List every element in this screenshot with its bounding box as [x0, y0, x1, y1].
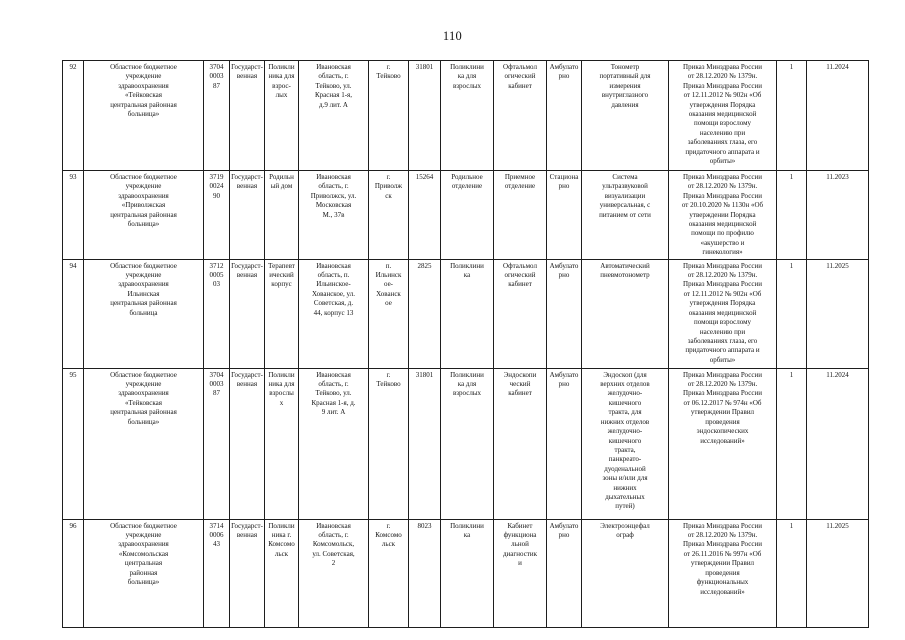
legal-basis: Приказ Минздрава России от 28.12.2020 № 1379н. Приказ Минздрава России от 12.11.2012 № 902н «Об утверждения Порядка оказания медицинской помощи взрослому населению при заболеваниях глаза, его придаточного аппарата и орбиты»	[669, 61, 777, 171]
equipment: Тонометр портативный для измерения внутриглазного давления	[582, 61, 669, 171]
institution-code: 3714 0006 43	[204, 519, 230, 627]
locality: г. Приволж ск	[369, 171, 409, 260]
locality-code: 31801	[409, 61, 441, 171]
legal-basis: Приказ Минздрава России от 28.12.2020 № 1379н. Приказ Минздрава России от 12.11.2012 № 902н «Об утверждения Порядка оказания медицинской помощи взрослому населению при заболеваниях глаза, его придаточного аппарата и орбиты»	[669, 259, 777, 368]
address: Ивановская область, г. Тейково, ул. Красная 1-я, д.9 лит. А	[299, 61, 369, 171]
legal-basis: Приказ Минздрава России от 28.12.2020 № 1379н. Приказ Минздрава России от 06.12.2017 № 974н «Об утверждении Правил проведения эндоскопических исследований»	[669, 368, 777, 519]
room: Офтальмол огический кабинет	[494, 61, 547, 171]
subdivision: Поликли ника для взрослы х	[265, 368, 299, 519]
row-number: 92	[63, 61, 84, 171]
row-number: 96	[63, 519, 84, 627]
department: Поликлини ка для взрослых	[441, 368, 494, 519]
deadline-date: 11.2024	[807, 61, 869, 171]
care-conditions: Стациона рно	[547, 171, 582, 260]
deadline-date: 11.2024	[807, 368, 869, 519]
row-number: 94	[63, 259, 84, 368]
department: Родильное отделение	[441, 171, 494, 260]
ownership-form: Государст- венная	[230, 61, 265, 171]
deadline-date: 11.2025	[807, 259, 869, 368]
quantity: 1	[777, 519, 807, 627]
room: Приемное отделение	[494, 171, 547, 260]
ownership-form: Государст- венная	[230, 519, 265, 627]
locality: г. Тейково	[369, 61, 409, 171]
table-row	[63, 368, 869, 519]
table-row	[63, 171, 869, 260]
address: Ивановская область, п. Ильинское- Хованское, ул. Советская, д. 44, корпус 13	[299, 259, 369, 368]
equipment: Автоматический пневмотонометр	[582, 259, 669, 368]
institution-code: 3719 0024 90	[204, 171, 230, 260]
institution-code: 3704 0003 87	[204, 61, 230, 171]
table-row	[63, 519, 869, 627]
ownership-form: Государст- венная	[230, 171, 265, 260]
table-row	[63, 259, 869, 368]
institution-name: Областное бюджетное учреждение здравоохранения Ильинская центральная районная больница	[84, 259, 204, 368]
locality: г. Комсомо льск	[369, 519, 409, 627]
care-conditions: Амбулато рно	[547, 368, 582, 519]
care-conditions: Амбулато рно	[547, 259, 582, 368]
table-row	[63, 61, 869, 171]
subdivision: Родильн ый дом	[265, 171, 299, 260]
address: Ивановская область, г. Тейково, ул. Красная 1-я, д. 9 лит. А	[299, 368, 369, 519]
equipment-registry-table	[62, 60, 869, 628]
subdivision: Поликли ника г. Комсомо льск	[265, 519, 299, 627]
address: Ивановская область, г. Приволжск, ул. Московская М., 37в	[299, 171, 369, 260]
room: Кабинет функциона льной диагностик и	[494, 519, 547, 627]
ownership-form: Государст- венная	[230, 259, 265, 368]
deadline-date: 11.2023	[807, 171, 869, 260]
page-number: 110	[442, 29, 463, 43]
room: Эндоскопи ческий кабинет	[494, 368, 547, 519]
quantity: 1	[777, 259, 807, 368]
ownership-form: Государст- венная	[230, 368, 265, 519]
locality-code: 2825	[409, 259, 441, 368]
equipment: Эндоскоп (для верхних отделов желудочно- кишечного тракта, для нижних отделов желудочно- кишечного тракта, панкреато- дуоденальной зоны и/или для нижних дыхательных путей)	[582, 368, 669, 519]
institution-name: Областное бюджетное учреждение здравоохранения «Комсомольская центральная районная больница»	[84, 519, 204, 627]
locality-code: 8023	[409, 519, 441, 627]
room: Офтальмол огический кабинет	[494, 259, 547, 368]
care-conditions: Амбулато рно	[547, 519, 582, 627]
locality: п. Ильинск ое- Хованск ое	[369, 259, 409, 368]
institution-name: Областное бюджетное учреждение здравоохранения «Тейковская центральная районная больница»	[84, 61, 204, 171]
department: Поликлини ка	[441, 259, 494, 368]
address: Ивановская область, г. Комсомольск, ул. Советская, 2	[299, 519, 369, 627]
quantity: 1	[777, 171, 807, 260]
equipment-registry-sheet	[62, 60, 869, 628]
locality-code: 31801	[409, 368, 441, 519]
deadline-date: 11.2025	[807, 519, 869, 627]
institution-code: 3704 0003 87	[204, 368, 230, 519]
department: Поликлини ка	[441, 519, 494, 627]
row-number: 93	[63, 171, 84, 260]
equipment: Электроэнцефал ограф	[582, 519, 669, 627]
department: Поликлини ка для взрослых	[441, 61, 494, 171]
subdivision: Поликли ника для взрос- лых	[265, 61, 299, 171]
locality: г. Тейково	[369, 368, 409, 519]
quantity: 1	[777, 61, 807, 171]
care-conditions: Амбулато рно	[547, 61, 582, 171]
legal-basis: Приказ Минздрава России от 28.12.2020 № 1379н. Приказ Минздрава России от 26.11.2016 № 997н «Об утверждении Правил проведения функциональных исследований»	[669, 519, 777, 627]
locality-code: 15264	[409, 171, 441, 260]
quantity: 1	[777, 368, 807, 519]
institution-code: 3712 0005 03	[204, 259, 230, 368]
subdivision: Терапевт ический корпус	[265, 259, 299, 368]
equipment: Система ультразвуковой визуализации универсальная, с питанием от сети	[582, 171, 669, 260]
institution-name: Областное бюджетное учреждение здравоохранения «Тейковская центральная районная больница»	[84, 368, 204, 519]
row-number: 95	[63, 368, 84, 519]
legal-basis: Приказ Минздрава России от 28.12.2020 № 1379н. Приказ Минздрава России от 20.10.2020 № 1130н «Об утверждении Порядка оказания медицинской помощи по профилю «акушерство и гинекология»	[669, 171, 777, 260]
institution-name: Областное бюджетное учреждение здравоохранения «Приволжская центральная районная больница»	[84, 171, 204, 260]
